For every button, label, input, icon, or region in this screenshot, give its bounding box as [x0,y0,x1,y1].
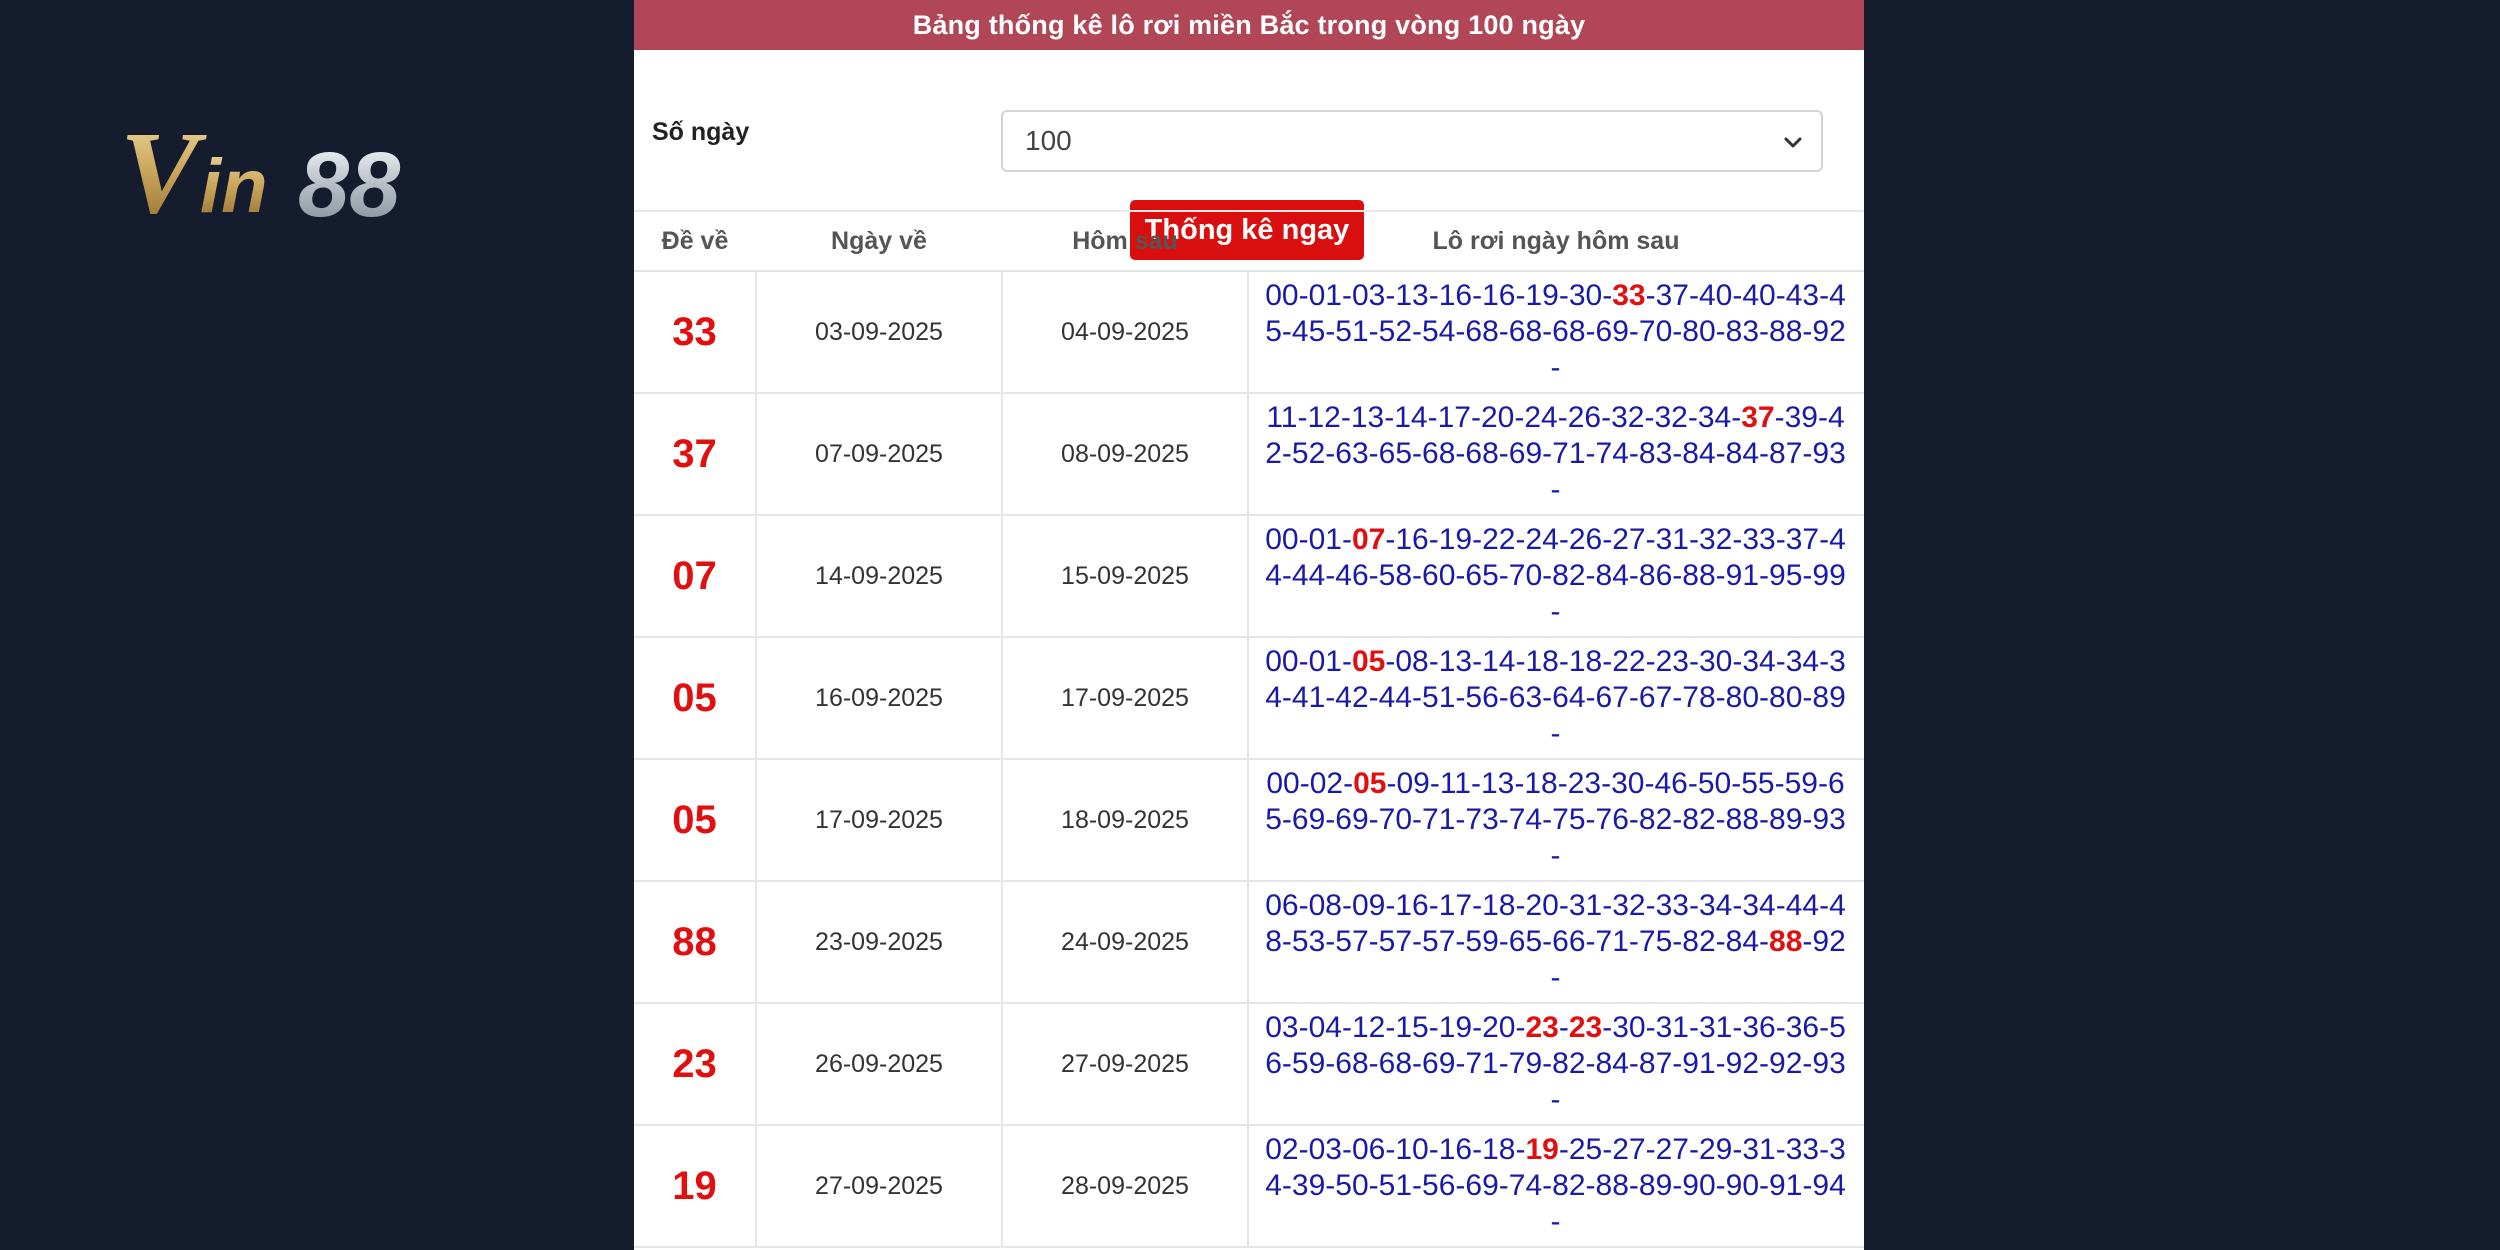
lo-number: 41 [1291,681,1326,714]
lo-number: 82 [1552,559,1586,592]
lo-number: 69 [1422,1047,1456,1080]
lo-number: 83 [1725,315,1760,348]
lo-number: 08 [1308,889,1342,922]
lo-number: 00 [1266,767,1300,800]
lo-number: 03 [1308,1133,1342,1166]
lo-number: 90 [1725,1169,1760,1202]
table-header-row [634,211,1864,271]
de-ve-cell: 05 [634,759,756,881]
lo-number: 88 [1595,1169,1629,1202]
lo-roi-cell: 11-12-13-14-17-20-24-26-32-32-34-37-39-42-52-63-65-68-68-69-71-74-83-84-84-87-93- [1248,393,1864,515]
ngay-ve-cell: 27-09-2025 [756,1125,1002,1247]
lo-number: 16 [1438,279,1473,312]
lo-number: 04 [1308,1011,1342,1044]
lo-number: 51 [1378,1169,1413,1202]
de-ve-cell: 07 [634,515,756,637]
lo-number: 03 [1265,1011,1299,1044]
lo-number: 56 [1265,1011,1846,1080]
lo-number: 73 [1465,803,1499,836]
lo-number: 18 [1525,645,1559,678]
lo-number: 79 [1508,1047,1543,1080]
lo-number: 18 [1482,889,1516,922]
lo-number: 33 [1612,279,1646,312]
lo-number: 24 [1525,523,1559,556]
lo-number: 05 [1353,767,1387,800]
lo-number: 24 [1524,401,1558,434]
de-ve-cell: 33 [634,271,756,393]
lo-number: 80 [1769,681,1803,714]
de-ve-cell: 05 [634,637,756,759]
lo-number: 32 [1611,401,1645,434]
lo-number: 70 [1638,315,1673,348]
lo-number: 82 [1682,925,1716,958]
lo-number: 00 [1265,523,1299,556]
lo-number: 87 [1638,1047,1673,1080]
lo-number: 40 [1698,279,1733,312]
lo-number: 68 [1422,437,1456,470]
lo-number: 14 [1482,645,1516,678]
lo-number: 86 [1638,559,1673,592]
de-ve-cell: 23 [634,1003,756,1125]
lo-number: 16 [1482,279,1516,312]
lo-number: 34 [1742,889,1776,922]
lo-number: 93 [1812,803,1846,836]
lo-number: 31 [1568,889,1603,922]
lo-number: 69 [1508,437,1543,470]
lo-number: 13 [1395,279,1429,312]
lo-number: 67 [1638,681,1673,714]
lo-number: 03 [1351,279,1386,312]
lo-number: 51 [1335,315,1369,348]
lo-number: 12 [1307,401,1341,434]
lo-number: 39 [1784,401,1818,434]
lo-number: 23 [1567,767,1602,800]
lo-number: 93 [1812,1047,1846,1080]
lo-number: 88 [1769,925,1803,958]
lo-number: 05 [1351,645,1386,678]
lo-number: 32 [1698,523,1733,556]
days-label: Số ngày [652,118,750,146]
lo-number: 71 [1465,1047,1499,1080]
lo-number: 68 [1508,315,1543,348]
lo-number: 69 [1291,803,1326,836]
lo-number: 01 [1308,279,1342,312]
lo-number: 33 [1785,1133,1820,1166]
header-de-ve: Đề về [634,211,756,271]
lo-number: 89 [1769,803,1803,836]
lo-number: 34 [1697,401,1732,434]
lo-number: 26 [1567,401,1602,434]
lo-number: 46 [1335,559,1369,592]
lo-number: 44 [1291,559,1326,592]
days-select-value: 100 [1025,125,1072,156]
lo-number: 52 [1378,315,1413,348]
lo-number: 31 [1655,523,1689,556]
lo-number: 63 [1508,681,1543,714]
lo-number: 91 [1682,1047,1716,1080]
lo-number: 76 [1595,803,1629,836]
lo-number: 18 [1524,767,1558,800]
lo-number: 65 [1265,767,1845,836]
lo-number: 59 [1784,767,1818,800]
hom-sau-cell: 18-09-2025 [1002,759,1248,881]
lo-number: 87 [1769,437,1803,470]
lo-number: 43 [1785,279,1820,312]
header-ngay-ve: Ngày về [756,211,1002,271]
lo-roi-cell: 06-08-09-16-17-18-20-31-32-33-34-34-44-48-53-57-57-57-59-65-66-71-75-82-84-88-92- [1248,881,1864,1003]
table-row [634,271,1864,393]
lo-number: 71 [1422,803,1456,836]
lo-number: 80 [1725,681,1760,714]
lo-number: 71 [1595,925,1629,958]
lo-number: 94 [1812,1169,1846,1202]
lo-number: 45 [1291,315,1326,348]
lo-number: 01 [1308,645,1342,678]
lo-number: 02 [1309,767,1344,800]
lo-number: 70 [1378,803,1413,836]
lo-roi-cell: 02-03-06-10-16-18-19-25-27-27-29-31-33-34-39-50-51-56-69-74-82-88-89-90-90-91-94- [1248,1125,1864,1247]
lo-number: 39 [1291,1169,1326,1202]
lo-number: 63 [1335,437,1369,470]
table-row [634,393,1864,515]
lo-number: 84 [1725,437,1760,470]
lo-number: 34 [1265,645,1846,714]
lo-number: 25 [1568,1133,1603,1166]
lo-roi-cell: 00-02-05-09-11-13-18-23-30-46-50-55-59-65-69-69-70-71-73-74-75-76-82-82-88-89-93- [1248,759,1864,881]
panel-title: Bảng thống kê lô rơi miền Bắc trong vòng 100 ngày [634,0,1864,50]
lo-number: 56 [1465,681,1499,714]
lo-number: 13 [1480,767,1515,800]
header-hom-sau: Hôm sau [1002,211,1248,271]
lo-number: 67 [1595,681,1629,714]
hom-sau-cell: 28-09-2025 [1002,1125,1248,1247]
ngay-ve-cell: 07-09-2025 [756,393,1002,515]
lo-number: 17 [1438,889,1473,922]
lo-number: 30 [1611,767,1645,800]
lo-number: 45 [1265,279,1846,348]
lo-number: 22 [1612,645,1646,678]
lo-number: 00 [1265,645,1299,678]
hom-sau-cell: 17-09-2025 [1002,637,1248,759]
lo-number: 57 [1378,925,1413,958]
lo-number: 33 [1742,523,1776,556]
lo-number: 30 [1612,1011,1646,1044]
lo-number: 90 [1682,1169,1716,1202]
table-row [634,1003,1864,1125]
submit-stats-button[interactable]: Thống kê ngay [1130,200,1364,260]
lo-number: 95 [1769,559,1803,592]
lo-number: 64 [1552,681,1586,714]
hom-sau-cell: 04-09-2025 [1002,271,1248,393]
lo-number: 82 [1552,1047,1586,1080]
lo-number: 74 [1508,803,1543,836]
lo-number: 37 [1741,401,1775,434]
lo-number: 59 [1465,925,1499,958]
lo-number: 89 [1638,1169,1673,1202]
lo-number: 09 [1396,767,1430,800]
lo-number: 99 [1812,559,1846,592]
lo-number: 92 [1812,315,1846,348]
ngay-ve-cell: 03-09-2025 [756,271,1002,393]
lo-number: 31 [1698,1011,1733,1044]
lo-number: 37 [1785,523,1820,556]
table-row [634,759,1864,881]
lo-number: 06 [1265,889,1299,922]
lo-number: 18 [1482,1133,1516,1166]
lo-number: 91 [1769,1169,1803,1202]
lo-number: 31 [1655,1011,1689,1044]
hom-sau-cell: 24-09-2025 [1002,881,1248,1003]
lo-number: 51 [1422,681,1456,714]
lo-number: 11 [1266,401,1298,434]
lo-number: 75 [1638,925,1673,958]
lo-number: 32 [1612,889,1646,922]
lo-number: 20 [1482,1011,1516,1044]
lo-number: 65 [1508,925,1543,958]
lo-number: 00 [1265,279,1299,312]
hom-sau-cell: 15-09-2025 [1002,515,1248,637]
lo-number: 14 [1394,401,1428,434]
svg-text:88: 88 [298,134,401,232]
lo-number: 26 [1568,523,1603,556]
lo-number: 19 [1525,279,1559,312]
lo-number: 54 [1422,315,1456,348]
de-ve-cell: 88 [634,881,756,1003]
lo-number: 93 [1812,437,1846,470]
lo-number: 44 [1785,889,1820,922]
de-ve-cell: 19 [634,1125,756,1247]
lo-number: 68 [1552,315,1586,348]
lo-number: 88 [1725,803,1760,836]
vin88-logo [118,112,488,232]
lo-number: 23 [1568,1011,1603,1044]
lo-number: 74 [1508,1169,1543,1202]
lo-number: 07 [1351,523,1386,556]
svg-text:in: in [200,144,268,229]
lo-number: 71 [1552,437,1586,470]
lo-number: 34 [1742,645,1776,678]
lo-number: 83 [1638,437,1673,470]
lo-number: 16 [1395,889,1429,922]
lo-number: 75 [1552,803,1586,836]
lo-number: 82 [1682,803,1716,836]
lo-number: 37 [1655,279,1689,312]
lo-number: 92 [1769,1047,1803,1080]
lo-number: 23 [1655,645,1689,678]
ngay-ve-cell: 26-09-2025 [756,1003,1002,1125]
lo-number: 36 [1742,1011,1776,1044]
lo-number: 30 [1568,279,1603,312]
statistics-panel [634,0,1864,1250]
lo-number: 33 [1655,889,1689,922]
lo-number: 18 [1568,645,1603,678]
lo-number: 88 [1682,559,1716,592]
lo-number: 19 [1438,1011,1473,1044]
ngay-ve-cell: 17-09-2025 [756,759,1002,881]
lo-number: 58 [1378,559,1413,592]
lo-number: 29 [1698,1133,1733,1166]
lo-number: 06 [1351,1133,1386,1166]
lo-number: 80 [1682,315,1716,348]
lo-number: 48 [1265,889,1846,958]
lo-number: 23 [1525,1011,1559,1044]
ngay-ve-cell: 16-09-2025 [756,637,1002,759]
lo-number: 02 [1265,1133,1299,1166]
lo-number: 89 [1812,681,1846,714]
lo-number: 50 [1335,1169,1369,1202]
lo-number: 16 [1395,523,1429,556]
lo-number: 34 [1785,645,1820,678]
table-row [634,515,1864,637]
lo-number: 70 [1508,559,1543,592]
lo-number: 74 [1595,437,1629,470]
lo-number: 34 [1265,1133,1846,1202]
lo-number: 88 [1769,315,1803,348]
lo-number: 32 [1654,401,1688,434]
table-row [634,1125,1864,1247]
lo-number: 13 [1350,401,1385,434]
lo-roi-table [634,210,1864,1248]
lo-number: 44 [1378,681,1413,714]
lo-number: 68 [1465,315,1499,348]
table-row [634,637,1864,759]
lo-number: 84 [1682,437,1716,470]
lo-number: 15 [1395,1011,1429,1044]
hom-sau-cell: 27-09-2025 [1002,1003,1248,1125]
lo-number: 42 [1335,681,1369,714]
lo-number: 52 [1291,437,1326,470]
lo-number: 69 [1595,315,1629,348]
lo-number: 92 [1812,925,1846,958]
lo-number: 82 [1552,1169,1586,1202]
lo-number: 12 [1351,1011,1386,1044]
lo-roi-cell: 00-01-03-13-16-16-19-30-33-37-40-40-43-45-45-51-52-54-68-68-68-69-70-80-83-88-92- [1248,271,1864,393]
lo-number: 46 [1654,767,1688,800]
lo-number: 50 [1697,767,1732,800]
lo-number: 19 [1525,1133,1559,1166]
lo-number: 30 [1698,645,1733,678]
lo-number: 20 [1525,889,1559,922]
header-lo-roi: Lô rơi ngày hôm sau [1248,211,1864,271]
vin88-logo-image [118,112,488,232]
lo-number: 53 [1291,925,1326,958]
lo-number: 40 [1742,279,1776,312]
lo-number: 84 [1595,1047,1629,1080]
lo-number: 68 [1465,437,1499,470]
lo-number: 01 [1308,523,1342,556]
hom-sau-cell: 08-09-2025 [1002,393,1248,515]
lo-number: 16 [1438,1133,1473,1166]
lo-number: 65 [1465,559,1499,592]
lo-roi-cell: 00-01-07-16-19-22-24-26-27-31-32-33-37-44-44-46-58-60-65-70-82-84-86-88-91-95-99- [1248,515,1864,637]
lo-number: 42 [1265,401,1845,470]
lo-roi-cell: 03-04-12-15-19-20-23-23-30-31-31-36-36-56-59-68-68-69-71-79-82-84-87-91-92-92-93- [1248,1003,1864,1125]
lo-number: 91 [1725,559,1760,592]
lo-number: 31 [1742,1133,1776,1166]
lo-number: 92 [1725,1047,1760,1080]
svg-text:V: V [120,112,199,232]
lo-roi-cell: 00-01-05-08-13-14-18-18-22-23-30-34-34-34-41-42-44-51-56-63-64-67-67-78-80-80-89- [1248,637,1864,759]
lo-number: 59 [1291,1047,1326,1080]
lo-number: 27 [1655,1133,1689,1166]
lo-number: 20 [1480,401,1515,434]
ngay-ve-cell: 23-09-2025 [756,881,1002,1003]
lo-number: 36 [1785,1011,1820,1044]
lo-number: 57 [1422,925,1456,958]
lo-number: 11 [1439,767,1471,800]
lo-number: 17 [1437,401,1471,434]
lo-number: 60 [1422,559,1456,592]
lo-number: 68 [1335,1047,1369,1080]
lo-number: 34 [1698,889,1733,922]
lo-number: 27 [1612,1133,1646,1166]
lo-number: 44 [1265,523,1846,592]
lo-number: 78 [1682,681,1716,714]
lo-number: 09 [1351,889,1386,922]
lo-number: 27 [1612,523,1646,556]
lo-number: 22 [1482,523,1516,556]
lo-number: 57 [1335,925,1369,958]
lo-number: 55 [1741,767,1775,800]
lo-number: 66 [1552,925,1586,958]
lo-number: 69 [1335,803,1369,836]
lo-number: 84 [1725,925,1760,958]
lo-number: 10 [1395,1133,1429,1166]
ngay-ve-cell: 14-09-2025 [756,515,1002,637]
lo-number: 65 [1378,437,1413,470]
lo-number: 19 [1438,523,1473,556]
de-ve-cell: 37 [634,393,756,515]
lo-number: 82 [1638,803,1673,836]
lo-number: 84 [1595,559,1629,592]
lo-number: 69 [1465,1169,1499,1202]
days-select[interactable] [1001,110,1823,172]
table-row [634,881,1864,1003]
lo-number: 56 [1422,1169,1456,1202]
lo-number: 08 [1395,645,1429,678]
chevron-down-icon [1781,130,1805,154]
lo-number: 13 [1438,645,1473,678]
lo-number: 68 [1378,1047,1413,1080]
